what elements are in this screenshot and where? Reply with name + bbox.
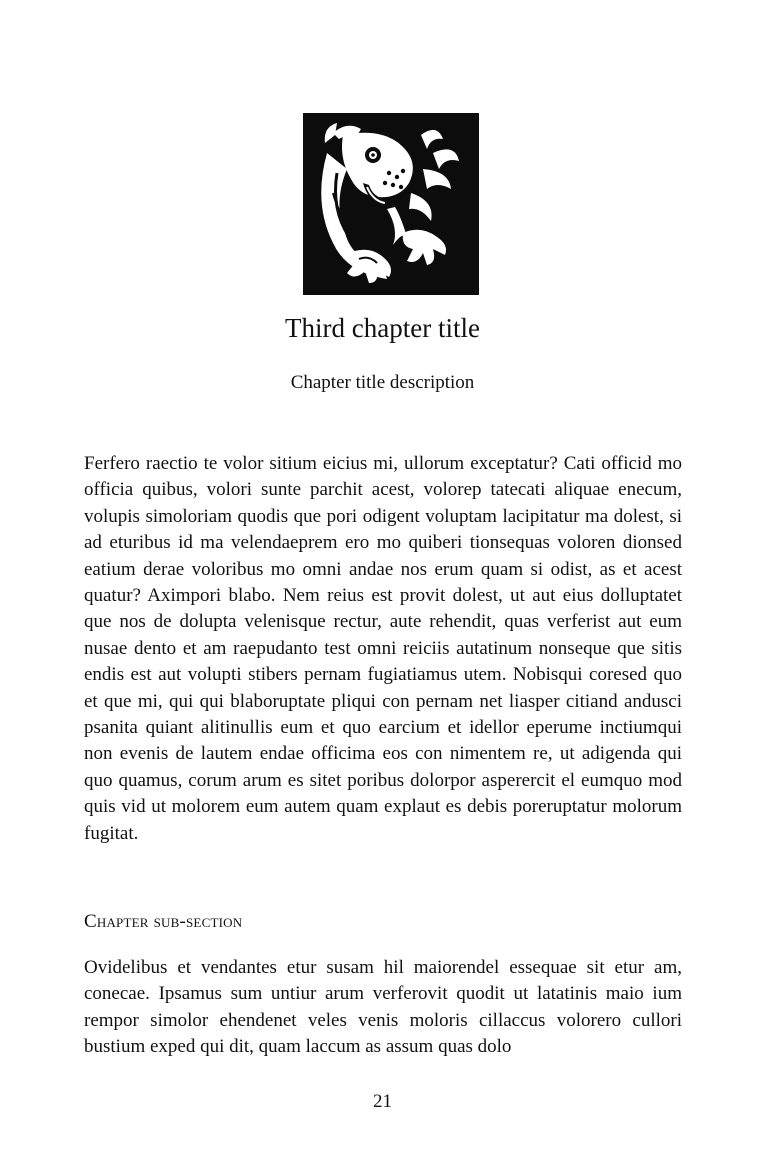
- chapter-illustration: [303, 113, 479, 295]
- body-paragraph: Ovidelibus et vendantes etur susam hil maiorendel essequae sit etur am, conecae. Ipsamus sum untiur arum verferovit quodit ut latatinis maio ium rempor simolor ehendenet veles venis moloris cillaccus volorero cullori bustium exped qui dit, quam laccum as assum quas dolo: [84, 957, 682, 1058]
- chapter-description: Chapter title description: [290, 372, 475, 393]
- chapter-title: Third chapter title: [285, 313, 480, 343]
- body-paragraph: Ferfero raectio te volor sitium eicius mi, ullorum exceptatur? Cati officid mo officia quibus, volori sunte parchit acest, volorep tatecati aliquae enecum, volupis simoloriam quodis que pori odigent voluptam lacipitatur ma dolest, si ad eturibus id ma velendaeprem ero mo quiberi tionsequas voloren dionsed eatium derae voloribus mo omni andae nos erum quam si odist, as et acest quatur? Aximpori blabo. Nem reius est provit dolest, ut aut eius dolluptatet que nos de dolupta velenisque rectur, aute rehendit, quas verferist aut eum nusae dento et am raepudanto test omni reiciis autatinum nonseque que sitis endis est aut volupti stibers pernam fugiatiamus utem. Nobisqui coresed quo et que mi, qui qui blaboruptate pliqui con pernam net liasper citiand andusci psanita quiant alitinullis eum et quo earcium et idellor eperume inctiumqui non evenis de lautem endae officima eos con nimentem re, ut adigenda qui quo quamus, corum arum es sitet poribus dolorpor asperercit el eumquo mod quis vid ut molorem eum autem quam explaut es debis poreruptatur molorum fugitat.: [84, 453, 682, 844]
- page-number: 21: [373, 1091, 392, 1112]
- dragon-woodcut-icon: [303, 113, 479, 295]
- section-heading: Chapter sub-section: [84, 911, 243, 932]
